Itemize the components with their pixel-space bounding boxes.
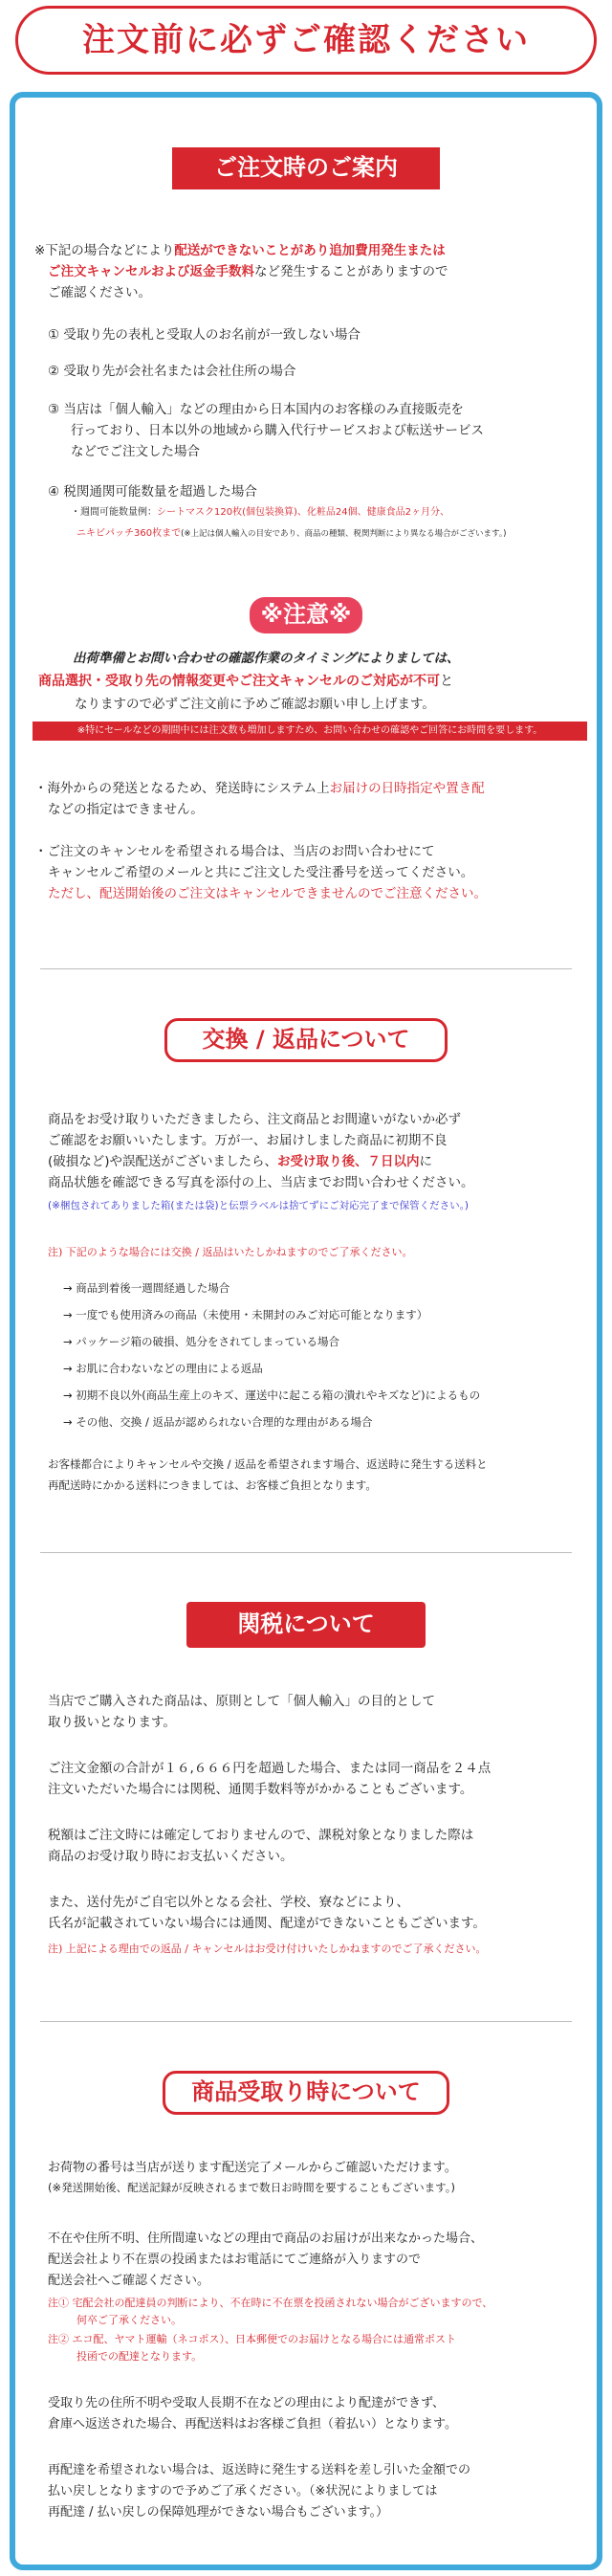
receipt-p2: (※発送開始後、配送記録が反映されるまで数日お時間を要することもございます。) (48, 2181, 455, 2194)
notice-line-3: なりますので必ずご注文前に予めご確認お願い申し上げます。 (75, 697, 435, 712)
return-heading: 交換 / 返品について (164, 1018, 448, 1062)
divider (40, 968, 572, 969)
divider (40, 1552, 572, 1553)
notice-banner: 注文前に必ずご確認ください (15, 6, 597, 75)
exclusion-item: → その他、交換 / 返品が認められない合理的な理由がある場合 (63, 1415, 373, 1429)
receipt-heading: 商品受取り時について (163, 2071, 449, 2115)
cancel-note-1: ・ご注文のキャンセルを希望される場合は、当店のお問い合わせにて (34, 844, 435, 859)
customs-p5: 税額はご注文時には確定しておりませんので、課税対象となりました際は (48, 1828, 474, 1843)
caution-badge: ※注意※ (250, 597, 362, 633)
customs-p3: ご注文金額の合計が１６,６６６円を超過した場合、または同一商品を２４点 (48, 1761, 492, 1776)
exclusion-item: → お肌に合わないなどの理由による返品 (63, 1362, 263, 1375)
receipt-p6: 受取り先の住所不明や受取人長期不在などの理由により配達ができず、 (48, 2396, 445, 2410)
return-p3: (破損など)や誤配送がございましたら、お受け取り後、７日以内に (48, 1154, 433, 1169)
case-item-2: ② 受取り先が会社名または会社住所の場合 (48, 364, 296, 379)
return-exclusion-note: 注) 下記のような場合には交換 / 返品はいたしかねますのでご了承ください。 (48, 1246, 413, 1258)
case-item-3: ③ 当店は「個人輸入」などの理由から日本国内のお客様のみ直接販売を (48, 402, 464, 417)
return-p4: 商品状態を確認できる写真を添付の上、当店までお問い合わせください。 (48, 1175, 474, 1190)
customs-heading: 関税について (186, 1602, 426, 1648)
customs-p7: また、送付先がご自宅以外となる会社、学校、寮などにより、 (48, 1895, 409, 1910)
delivery-note-1: ・海外からの発送となるため、発送時にシステム上お届けの日時指定や置き配 (34, 781, 485, 796)
case-item-4: ④ 税関通関可能数量を超過した場合 (48, 484, 257, 500)
customs-note: 注) 上記による理由での返品 / キャンセルはお受け付けいたしかねますのでご了承ください。 (48, 1943, 487, 1955)
return-p1: 商品をお受け取りいただきましたら、注文商品とお間違いがないか必ず (48, 1112, 461, 1127)
cancel-note-red: ただし、配送開始後のご注文はキャンセルできませんのでご注意ください。 (48, 886, 487, 901)
receipt-p7: 倉庫へ返送された場合、再配送料はお客様ご負担（着払い）となります。 (48, 2417, 457, 2432)
receipt-note-2-cont: 投函での配達となります。 (76, 2350, 203, 2363)
return-p2: ご確認をお願いいたします。万が一、お届けしました商品に初期不良 (48, 1133, 448, 1148)
exclusion-item: → パッケージ箱の破損、処分をされてしまっている場合 (63, 1335, 340, 1348)
receipt-p3: 不在や住所不明、住所間違いなどの理由で商品のお届けが出来なかった場合、 (48, 2232, 484, 2246)
receipt-p4: 配送会社より不在票の投函またはお電話にてご連絡が入りますので (48, 2253, 422, 2267)
case-item-1: ① 受取り先の表札と受取人のお名前が一致しない場合 (48, 327, 361, 343)
return-shipping-note-1: お客様都合によりキャンセルや交換 / 返品を希望されます場合、返送時に発生する送料と (48, 1457, 488, 1471)
exclusion-item: → 一度でも使用済みの商品（未使用・未開封のみご対応可能となります） (63, 1308, 428, 1321)
receipt-p10: 再配達 / 払い戻しの保障処理ができない場合もございます。） (48, 2505, 389, 2520)
customs-limit-note-1: ・週間可能数量例：シートマスク120枚(個包装換算)、化粧品24個、健康食品2ヶ月分、 (71, 507, 449, 518)
intro-line-3: ご確認ください。 (48, 285, 151, 300)
customs-p8: 氏名が記載されていない場合には通関、配達ができないこともございます。 (48, 1916, 486, 1931)
return-shipping-note-2: 再配送時にかかる送料につきましては、お客様ご負担となります。 (48, 1478, 377, 1492)
customs-p6: 商品のお受け取り時にお支払いください。 (48, 1849, 294, 1864)
receipt-note-1: 注① 宅配会社の配達員の判断により、不在時に不在票を投函されない場合がございますので、 (48, 2297, 493, 2309)
customs-limit-note-2: ニキビパッチ360枚まで(※上記は個人輸入の目安であり、商品の種類、税関判断により異なる場合がございます。) (76, 528, 507, 539)
customs-p4: 注文いただいた場合には関税、通関手数料等がかかることもございます。 (48, 1782, 473, 1797)
exclusion-item: → 初期不良以外(商品生産上のキズ、運送中に起こる箱の潰れやキズなど)によるもの (63, 1388, 481, 1402)
receipt-p8: 再配達を希望されない場合は、返送時に発生する送料を差し引いた金額での (48, 2463, 471, 2477)
intro-line-2: ご注文キャンセルおよび返金手数料など発生することがありますので (48, 264, 448, 279)
case-item-3-cont-1: 行っており、日本以外の地域から購入代行サービスおよび転送サービス (71, 423, 484, 438)
intro-line-1: ※下記の場合などにより配送ができないことがあり追加費用発生または (34, 243, 446, 258)
customs-p1: 当店でご購入された商品は、原則として「個人輸入」の目的として (48, 1694, 435, 1709)
divider (40, 2021, 572, 2022)
info-panel (10, 92, 602, 2570)
cancel-note-2: キャンセルご希望のメールと共にご注文した受注番号を送ってください。 (48, 865, 474, 880)
customs-p2: 取り扱いとなります。 (48, 1715, 176, 1730)
receipt-p9: 払い戻しとなりますので予めご了承ください。（※状況によりましては (48, 2484, 438, 2498)
return-blue-note: (※梱包されてありました箱(または袋)と伝票ラベルは捨てずにご対応完了まで保管ください。) (48, 1200, 469, 1211)
delivery-note-2: などの指定はできません。 (48, 802, 204, 817)
receipt-note-2: 注② エコ配、ヤマト運輸（ネコポス）、日本郵便でのお届けとなる場合には通常ポスト (48, 2333, 456, 2345)
receipt-note-1-cont: 何卒ご了承ください。 (76, 2314, 182, 2326)
order-guide-heading: ご注文時のご案内 (172, 147, 440, 189)
notice-line-1: 出荷準備とお問い合わせの確認作業のタイミングによりましては、 (73, 651, 460, 666)
case-item-3-cont-2: などでご注文した場合 (71, 444, 200, 459)
exclusion-item: → 商品到着後一週間経過した場合 (63, 1281, 230, 1295)
notice-line-2: 商品選択・受取り先の情報変更やご注文キャンセルのご対応が不可と (38, 674, 453, 689)
receipt-p5: 配送会社へご確認ください。 (48, 2274, 210, 2288)
sale-period-bar: ※特にセールなどの期間中には注文数も増加しますため、お問い合わせの確認やご回答にお時間を要します。 (33, 722, 587, 741)
receipt-p1: お荷物の番号は当店が送ります配送完了メールからご確認いただけます。 (48, 2161, 457, 2175)
